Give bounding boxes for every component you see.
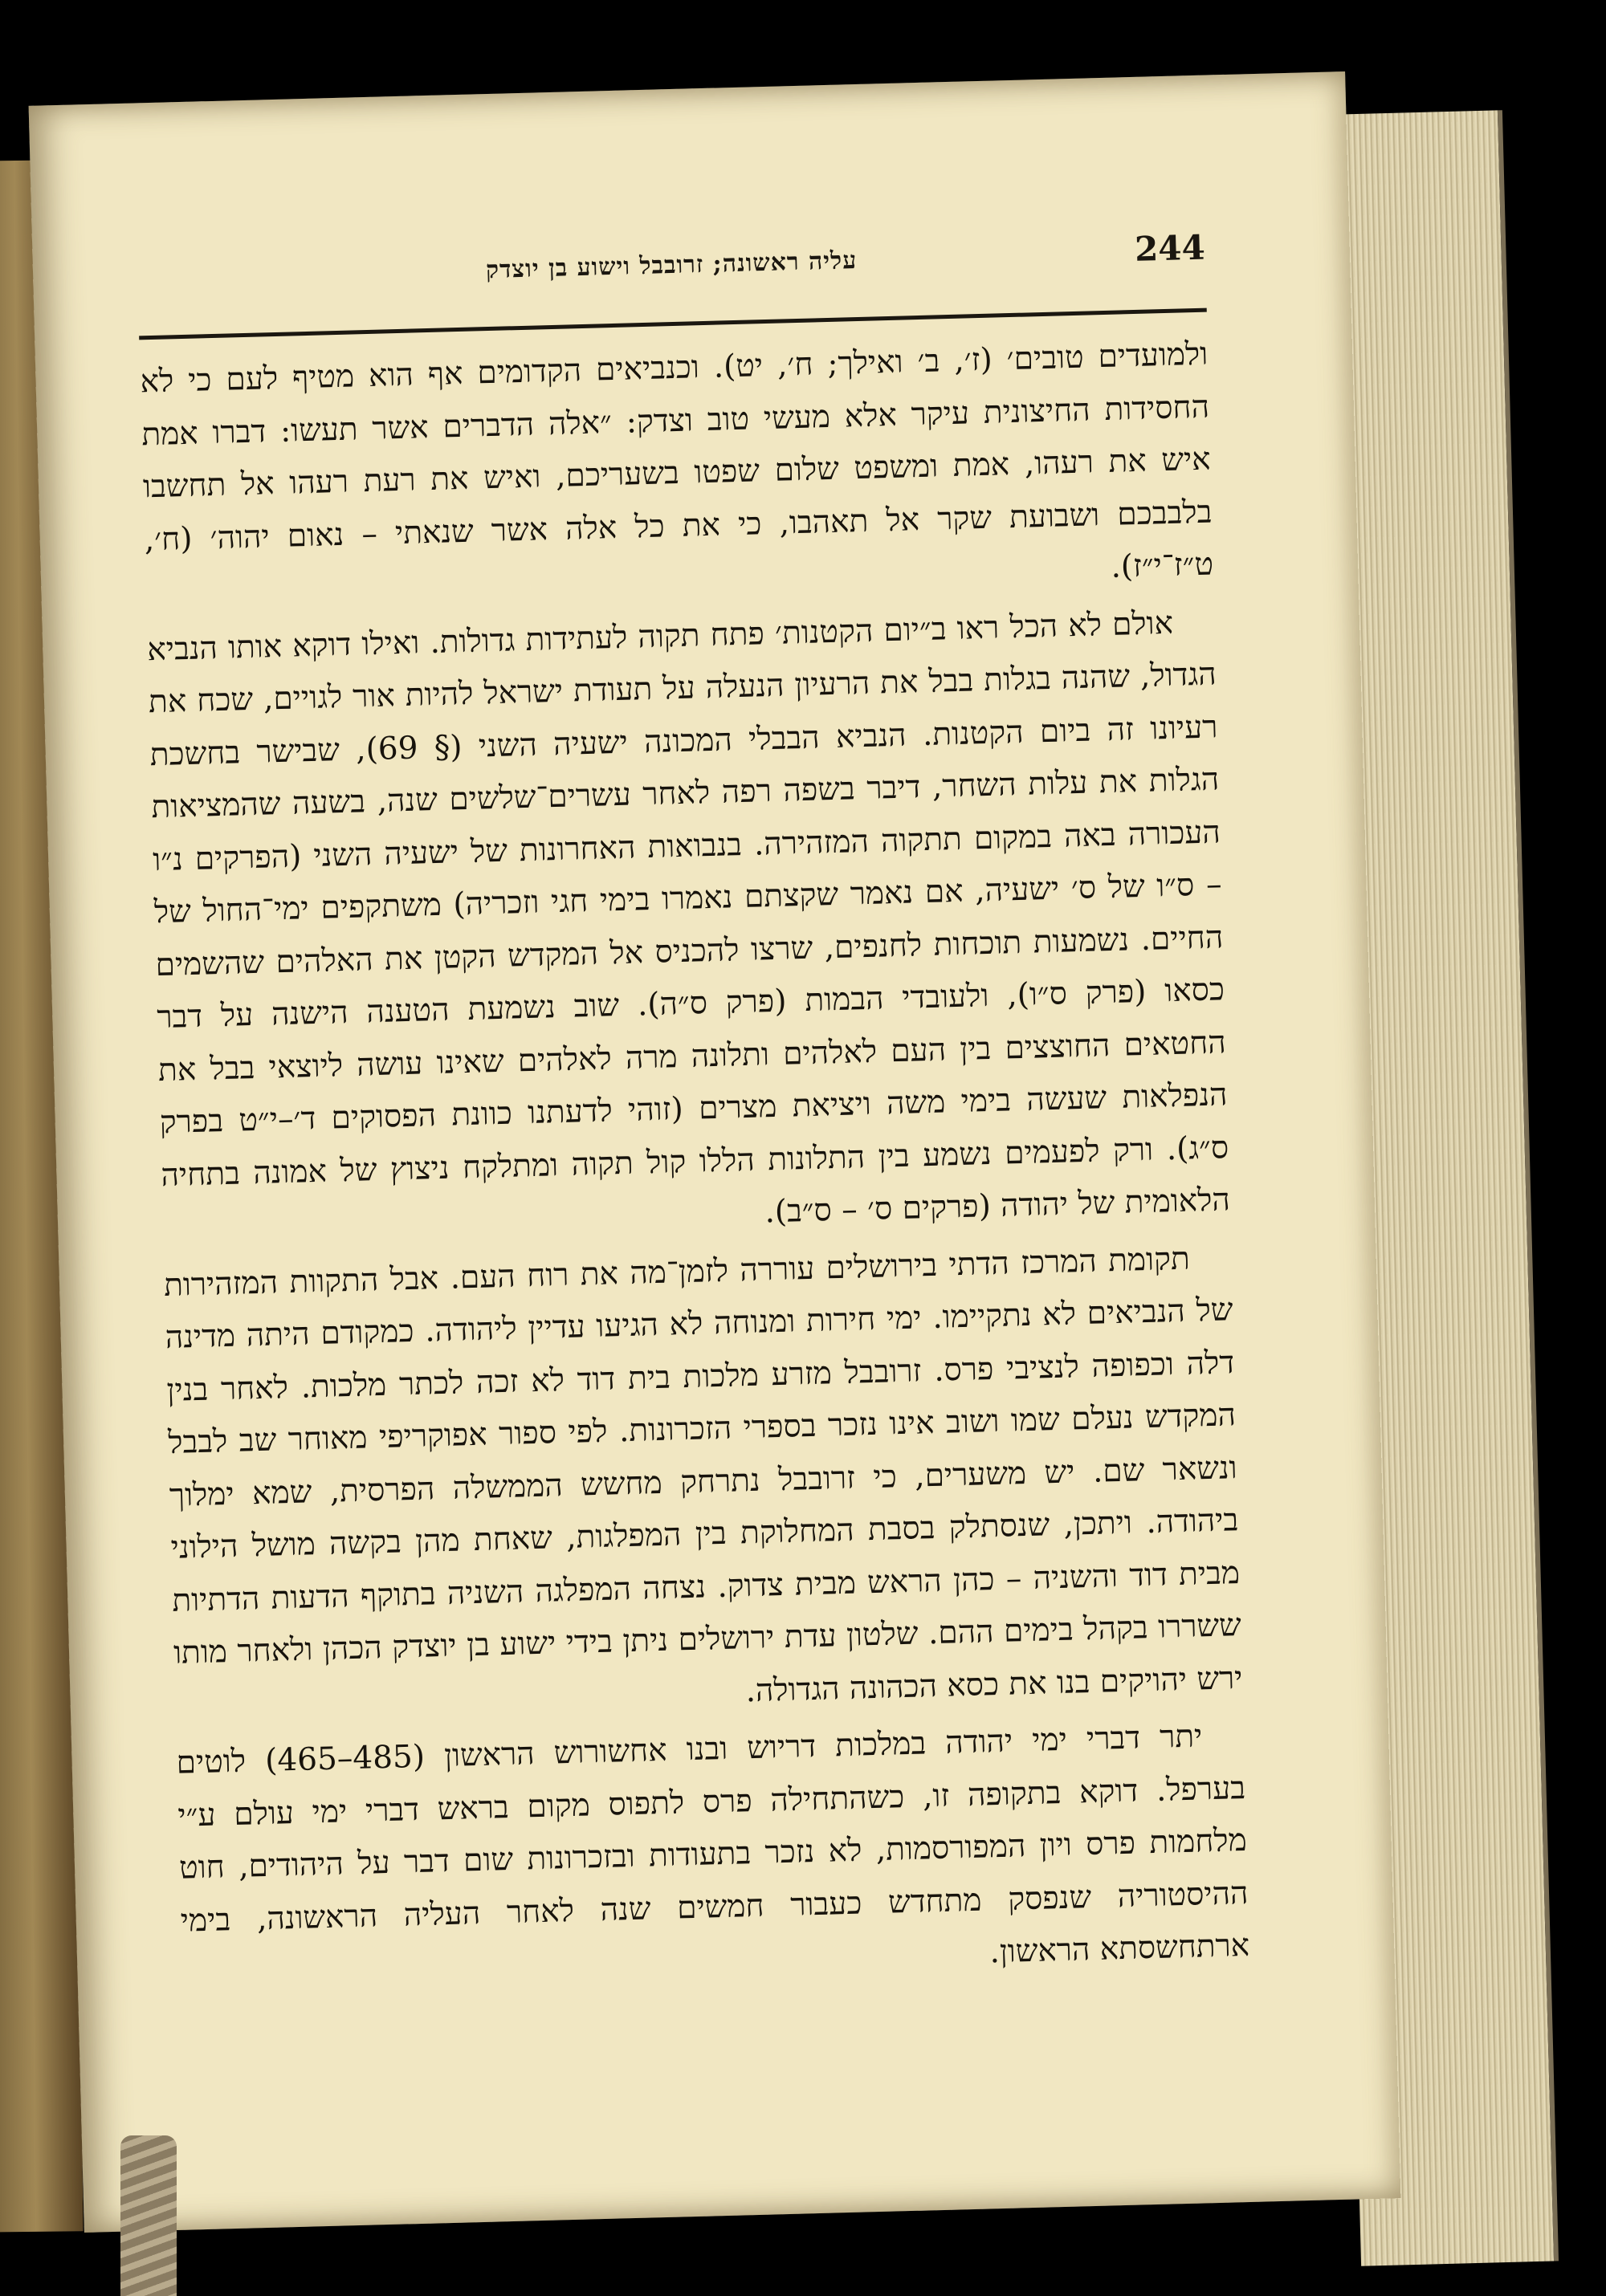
paragraph: יתר דברי ימי יהודה במלכות דריוש ובנו אחשורוש הראשון (485–465) לוטים בערפל. דוקא בתקופה זו, כשהתחילה פרס לתפוס מקום בראש דברי ימי עולם ע״י מלחמות פרס ויון המפורסמות, לא נזכר בתעודות ובזכרונות שום דבר על היהודים, חוט ההיסטוריה שנפסק מתחדש כעבור חמשים שנה לאחר העליה הראשונה, בימי ארתחשסתא הראשון. bbox=[176, 1718, 1250, 1971]
paragraph: ולמועדים טובים׳ (ז׳, ב׳ ואילך; ח׳, יט). וכנביאים הקדומים אף הוא מטיף לעם כי לא החסידות החיצונית עיקר אלא מעשי טוב וצדק: ״אלה הדברים אשר תעשו: דברו אמת איש את רעהו, אמת ומשפט שלום שפטו בשעריכם, ואיש את רעת רעהו אל תחשבו בלבבכם ושבועת שקר אל תאהבו, כי את כל אלה אשר שנאתי – נאום יהוה׳ (ח׳, ט״ז־י״ז). bbox=[140, 336, 1214, 585]
page-number: 244 bbox=[1134, 227, 1206, 269]
paragraph: תקומת המרכז הדתי בירושלים עוררה לזמן־מה את רוח העם. אבל התקוות המזהירות של הנביאים לא נתקיימו. ימי חירות ומנוחה לא הגיעו עדיין ליהודה. כמקודם היתה מדינה דלה וכפופה לנציבי פרס. זרובבל מזרע מלכות בית דוד לא זכה לכתר מלכות. לאחר בנין המקדש נעלם שמו ושוב אינו נזכר בספרי הזכרונות. לפי ספור אפוקריפי מאוחר שב לבבל ונשאר שם. יש משערים, כי זרובבל נתרחק מחשש הממשלה הפרסית, שמא ימלוך ביהודה. ויתכן, שנסתלק בסבת המחלוקת בין המפלגות, שאחת מהן בקשה מושל הילוני מבית דוד והשניה – כהן הראש מבית צדוק. נצחה המפלגה השניה בתוקף הדעות הדתיות ששררו בקהל בימים ההם. שלטון עדת ירושלים ניתן בידי ישוע בן יוצדק הכהן ולאחר מותו ירש יהויקים בנו את כסא הכהונה הגדולה. bbox=[163, 1240, 1243, 1709]
running-head: עליה ראשונה; זרובבל וישוע בן יוצדק bbox=[485, 246, 858, 285]
page-header bbox=[137, 228, 1207, 320]
book-page bbox=[29, 71, 1401, 2233]
body-text bbox=[140, 328, 1250, 2001]
paragraph: אולם לא הכל ראו ב״יום הקטנות׳ פתח תקוה לעתידות גדולות. ואילו דוקא אותו הנביא הגדול, שהנה בגלות בבל את הרעיון הנעלה על תעודת ישראל להיות אור לגויים, שכח את רעיונו זה ביום הקטנות. הנביא הבבלי המכונה ישעיה השני (§ 69), שבישר בחשכת הגלות את עלות השחר, דיבר בשפה רפה לאחר עשרים־שלשים שנה, בשעה שהמציאות העכורה באה במקום תתקוה המזהירה. בנבואות האחרונות של ישעיה השני (הפרקים נ״ו – ס״ו של ס׳ ישעיה, אם נאמר שקצתם נאמרו בימי חגי וזכריה) משתקפים ימי־החול של החיים. נשמעות תוכחות לחנפים, שרצו להכניס אל המקדש הקטן את האלהים שהשמים כסאו (פרק ס״ו), ולעובדי הבמות (פרק ס״ה). שוב נשמעת הטענה הישנה על דבר החטאים החוצצים בין העם לאלהים ותלונה מרה לאלהים שאינו עושה ליוצאי בבל את הנפלאות שעשה בימי משה ויציאת מצרים (זוהי לדעתנו כוונת הפסוקים ד׳–י״ט בפרק ס״ג). ורק לפעמים נשמע בין התלונות הללו קול תקוה ומתלקח ניצוץ של אמונה בתחיה הלאומית של יהודה (פרקים ס׳ – ס״ב). bbox=[146, 605, 1231, 1231]
ribbon-bookmark bbox=[120, 2135, 177, 2296]
